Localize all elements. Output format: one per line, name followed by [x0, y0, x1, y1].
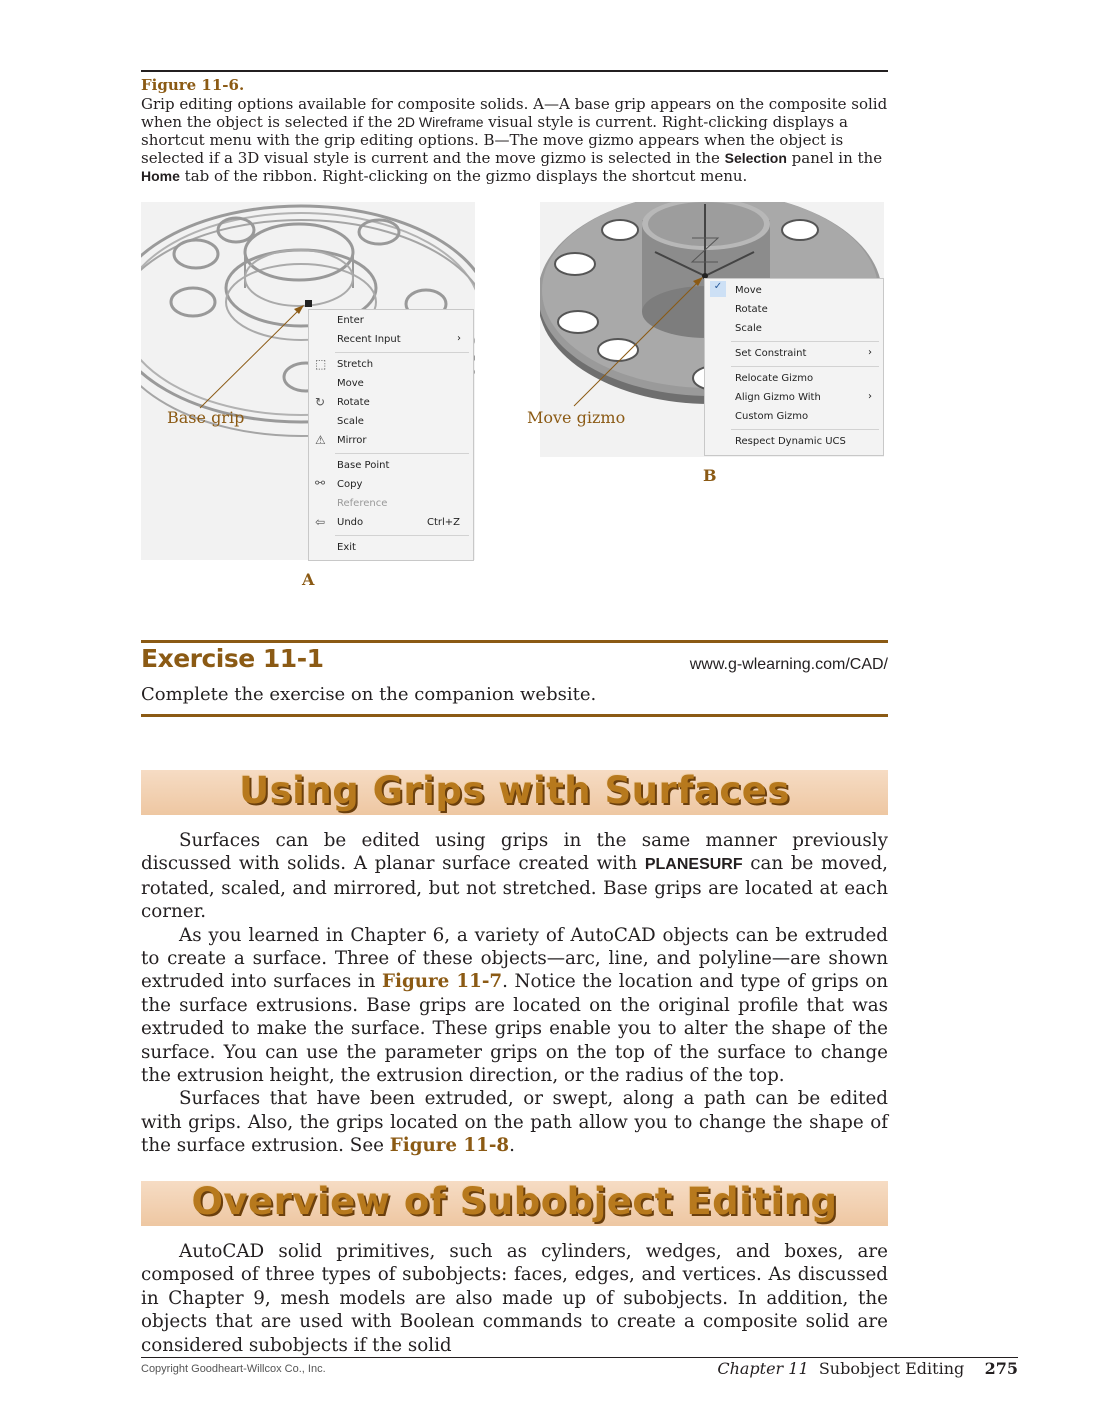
checkmark-icon: ✓ [710, 281, 726, 297]
section-body [141, 1240, 888, 1357]
footer-rule [141, 1357, 1018, 1358]
figure-title: Figure 11-6. [141, 76, 245, 94]
panel-label-a: A [302, 570, 315, 589]
menu-item-base-point[interactable]: Base Point [337, 460, 390, 471]
figure-caption: Grip editing options available for composite solids. A—A base grip appears on the composite solid when the object is selected if the 2D Wireframe visual style is current. Right-clicking displays a shortcut menu with the grip editing options. B—The move gizmo appears when the object is selected if a 3D visual style is current and the move gizmo is selected in the Selection panel in the Home tab of the ribbon. Right-clicking on the gizmo displays the shortcut menu. [141, 95, 888, 185]
move-gizmo-leader [568, 272, 708, 412]
section-body [141, 829, 888, 1158]
menu-item-copy[interactable]: Copy [337, 479, 363, 490]
menu-item-set-constraint[interactable]: Set Constraint [735, 348, 807, 359]
exercise-text: Complete the exercise on the companion website. [141, 684, 597, 705]
section-heading: Using Grips with Surfaces [239, 769, 790, 812]
section-heading-band [141, 770, 888, 815]
rotate-icon: ↻ [315, 395, 326, 409]
menu-item-relocate-gizmo[interactable]: Relocate Gizmo [735, 373, 814, 384]
figure-reference-link[interactable]: Figure 11-7 [382, 971, 503, 993]
grip-shortcut-menu [308, 309, 474, 561]
menu-item-move[interactable]: Move [337, 378, 364, 389]
panel-label-b: B [703, 466, 717, 485]
chevron-right-icon: › [868, 347, 872, 358]
section-heading-band [141, 1181, 888, 1226]
paragraph: Surfaces that have been extruded, or swept, along a path can be edited with grips. Also, the grips located on the path allow you to change the shape of the surface extrusion. See Figure 11-8. [141, 1088, 888, 1157]
base-grip-leader [190, 300, 315, 415]
exercise-url[interactable]: www.g-wlearning.com/CAD/ [689, 656, 888, 673]
stretch-icon: ⬚ [315, 357, 327, 371]
move-gizmo-callout: Move gizmo [527, 408, 626, 427]
menu-item-align-gizmo-with[interactable]: Align Gizmo With [735, 392, 821, 403]
menu-item-scale[interactable]: Scale [337, 416, 364, 427]
menu-item-exit[interactable]: Exit [337, 542, 356, 553]
paragraph: As you learned in Chapter 6, a variety of AutoCAD objects can be extruded to create a surface. Three of these objects—arc, line, and polyline—are shown extruded into surfaces in Figure 11-7. Notice the location and type of grips on the surface extrusions. Base grips are located on the original profile that was extruded to make the surface. These grips enable you to alter the shape of the surface. You can use the parameter grips on the top of the surface to change the extrusion height, the extrusion direction, or the radius of the top. [141, 924, 889, 1087]
paragraph: AutoCAD solid primitives, such as cylinders, wedges, and boxes, are composed of three types of subobjects: faces, edges, and vertices. As discussed in Chapter 9, mesh models are also made up of subobjects. In addition, the objects that are used with Boolean commands to create a composite solid are considered subobjects if the solid [141, 1241, 888, 1356]
chevron-right-icon: › [868, 391, 872, 402]
page-number: 275 [984, 1359, 1018, 1378]
footer-chapter: Chapter 11 Subobject Editing 275 [717, 1359, 1018, 1378]
menu-item-recent-input[interactable]: Recent Input [337, 334, 401, 345]
menu-item-rotate[interactable]: Rotate [337, 397, 370, 408]
menu-item-respect-dynamic-ucs[interactable]: Respect Dynamic UCS [735, 436, 846, 447]
top-rule [141, 70, 888, 72]
footer-copyright: Copyright Goodheart-Willcox Co., Inc. [141, 1363, 326, 1375]
undo-shortcut: Ctrl+Z [427, 517, 461, 528]
menu-item-rotate[interactable]: Rotate [735, 304, 768, 315]
menu-item-scale[interactable]: Scale [735, 323, 762, 334]
undo-icon: ⇦ [315, 515, 326, 529]
gizmo-shortcut-menu [704, 278, 884, 456]
menu-item-undo[interactable]: Undo [337, 517, 364, 528]
exercise-top-rule [141, 640, 888, 643]
menu-item-move[interactable]: Move [735, 285, 762, 296]
menu-item-mirror[interactable]: Mirror [337, 435, 367, 446]
menu-item-stretch[interactable]: Stretch [337, 359, 374, 370]
exercise-bottom-rule [141, 714, 888, 717]
exercise-title: Exercise 11-1 [141, 644, 324, 673]
base-grip-callout: Base grip [167, 408, 245, 427]
menu-item-custom-gizmo[interactable]: Custom Gizmo [735, 411, 809, 422]
copy-icon: ⚯ [315, 476, 326, 490]
figure-reference-link[interactable]: Figure 11-8 [389, 1135, 510, 1157]
chevron-right-icon: › [457, 333, 461, 344]
menu-item-reference: Reference [337, 498, 388, 509]
section-heading: Overview of Subobject Editing [191, 1180, 838, 1223]
paragraph: Surfaces can be edited using grips in the same manner previously discussed with solids. A planar surface created with PLANESURF can be moved, rotated, scaled, and mirrored, but not stretched. Base grips are located at each corner. [141, 830, 888, 923]
mirror-icon: ⚠ [315, 433, 326, 447]
menu-item-enter[interactable]: Enter [337, 315, 364, 326]
